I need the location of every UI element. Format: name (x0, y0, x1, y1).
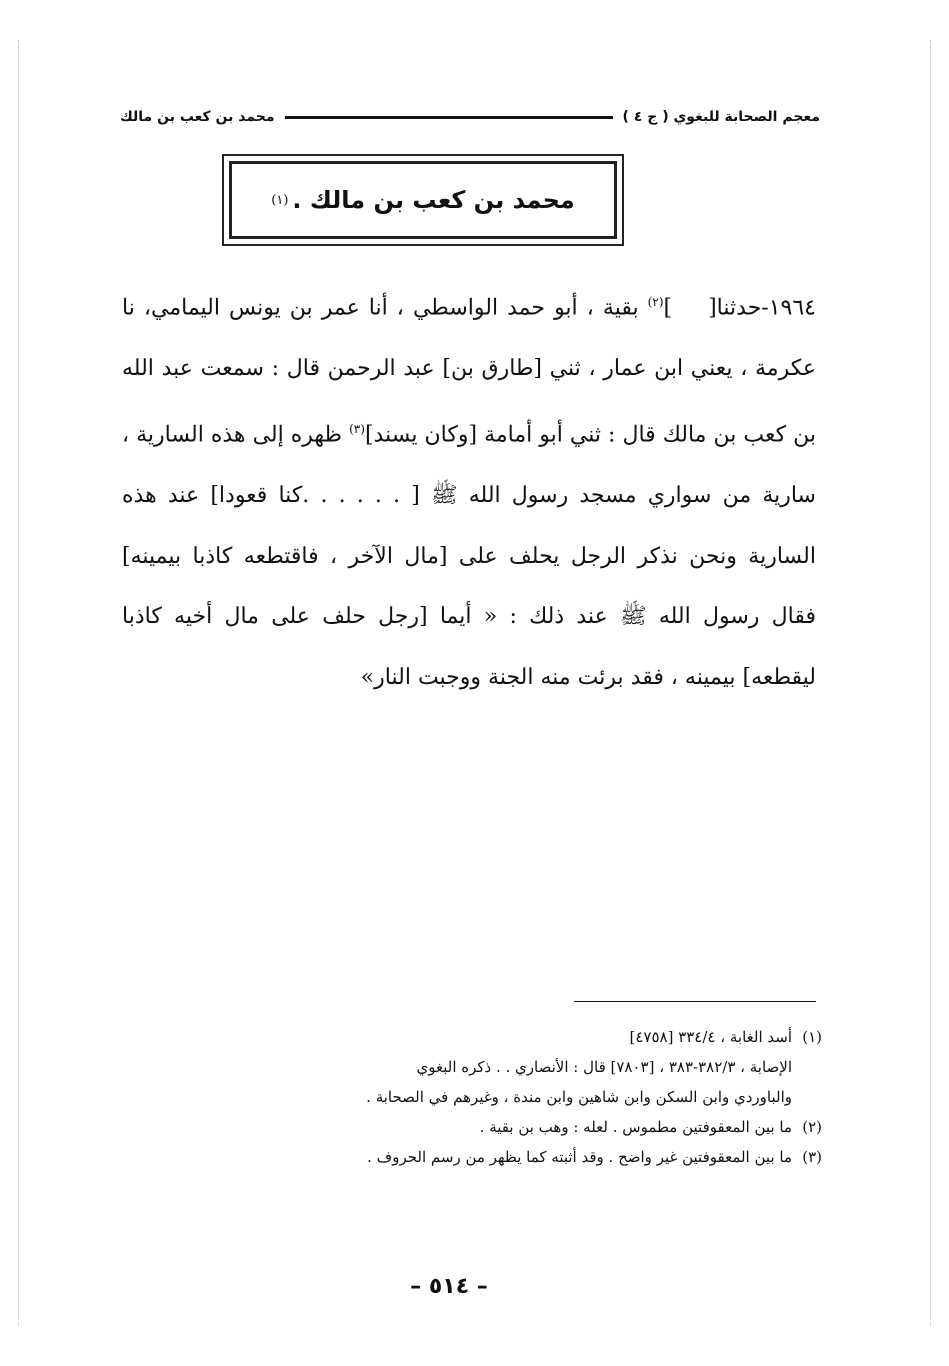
footnote-separator (574, 1001, 816, 1002)
footnote-number: (١) (802, 1028, 822, 1046)
header-book-title: معجم الصحابة للبغوي ( ج ٤ ) (622, 109, 820, 125)
entry-title: محمد بن كعب بن مالك . (292, 186, 575, 214)
footnote-text: ما بين المعقوفتين غير واضح . وقد أثبته كما يظهر من رسم الحروف . (367, 1148, 792, 1166)
hadith-number: ١٩٦٤-حدثنا[ (708, 295, 816, 321)
footnote-2 (200, 1112, 822, 1142)
entry-title-inner-frame (229, 161, 617, 239)
header-entry-name: محمد بن كعب بن مالك (120, 109, 275, 125)
footnote-1 (200, 1022, 822, 1052)
hadith-text-part-2: ظهره إلى هذه السارية ، سارية من سواري مسجد رسول الله ﷺ [ . . . . . .كنا قعودا] عند هذه السارية ونحن نذكر الرجل يحلف على [مال الآخر ، فاقتطعه كاذبا بيمينه] فقال رسول الله ﷺ عند ذلك : « أيما [رجل حلف على مال أخيه كاذبا ليقطعه] بيمينه ، فقد برئت منه الجنة ووجبت النار» (122, 422, 816, 690)
hadith-text-part-1: بقية ، أبو حمد الواسطي ، أنا عمر بن يونس اليمامي، نا عكرمة ، يعني ابن عمار ، ثني [طارق بن] عبد الرحمن قال : سمعت عبد الله بن كعب بن مالك قال : ثني أبو أمامة [وكان يسند] (122, 295, 816, 448)
title-footnote-ref: (١) (271, 192, 289, 208)
footnote-text: ما بين المعقوفتين مطموس . لعله : وهب بن بقية . (479, 1118, 792, 1136)
footnotes (200, 1022, 822, 1172)
margin-dotted-line-left (18, 40, 19, 1326)
footnote-ref-3: (٣) (349, 422, 365, 437)
page-number: – ٥١٤ – (410, 1274, 488, 1299)
entry-title-box (222, 154, 624, 246)
footnote-1-line-3: والباوردي وابن السكن وابن شاهين وابن مندة ، وغيرهم في الصحابة . (366, 1088, 792, 1106)
footnote-number: (٣) (802, 1148, 822, 1166)
footnote-number: (٢) (802, 1118, 822, 1136)
bracket-close: ] (663, 295, 673, 321)
footnote-1-line-2: الإصابة ، ٣٨٢/٣-٣٨٣ ، [٧٨٠٣] قال : الأنصاري . . ذكره البغوي (416, 1058, 792, 1076)
footnote-text: أسد الغابة ، ٣٣٤/٤ [٤٧٥٨] (629, 1028, 792, 1046)
footnote-3 (200, 1142, 822, 1172)
hadith-paragraph (122, 272, 816, 708)
running-header (120, 104, 820, 130)
header-rule (285, 116, 613, 119)
footnote-ref-2: (٢) (647, 295, 664, 309)
margin-dotted-line-right (930, 40, 931, 1326)
hadith-text (122, 272, 816, 708)
